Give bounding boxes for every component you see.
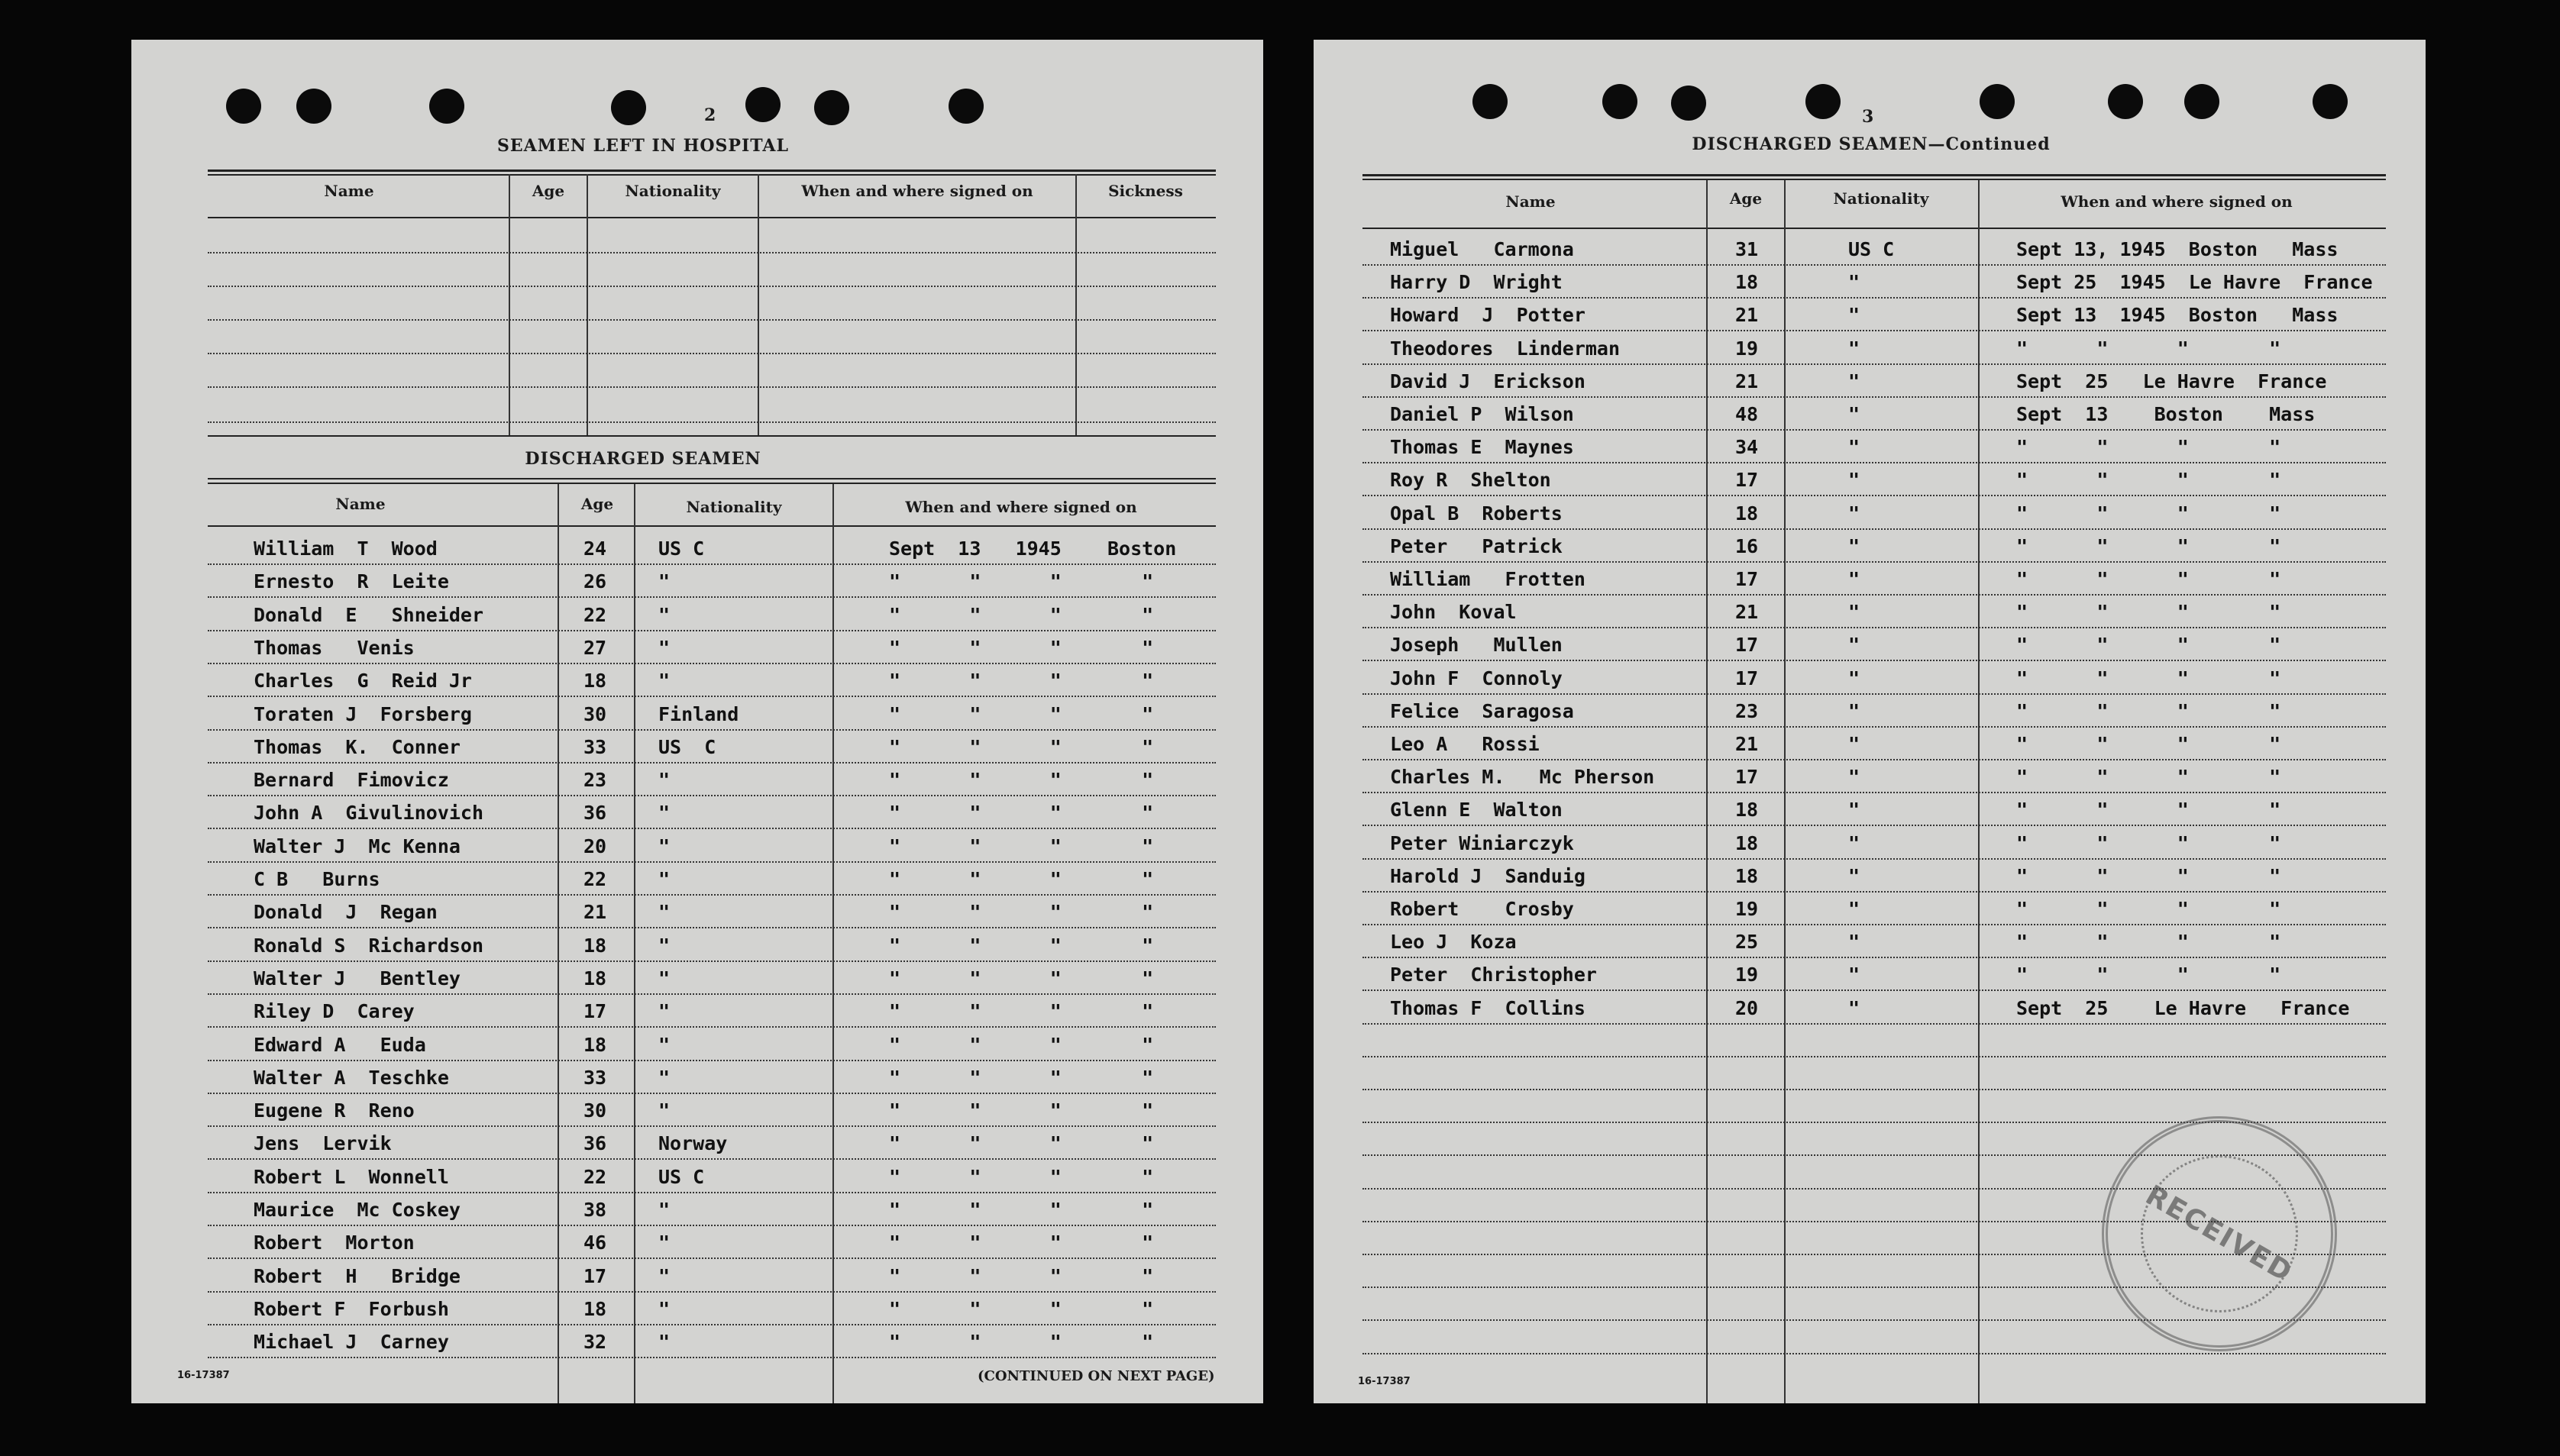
punch-hole [745,87,781,122]
nationality-cell: " [658,1066,671,1089]
punch-hole [2184,84,2219,119]
age-cell: 17 [1735,667,1759,689]
age-cell: 23 [583,769,607,792]
name-cell: Joseph Mullen [1390,634,1563,657]
age-cell: 20 [583,835,607,857]
footer-note: (CONTINUED ON NEXT PAGE) [978,1368,1215,1384]
signed-on-cell: Sept 13 Boston Mass [2016,403,2316,425]
row-rule [208,927,1216,928]
received-stamp [2102,1116,2337,1351]
name-cell: Walter J Mc Kenna [254,835,461,857]
signed-on-cell: Sept 25 Le Havre France [2016,370,2327,392]
signed-on-cell: " " " " [2016,831,2281,854]
nationality-cell: " [1848,304,1860,327]
nationality-cell: " [1848,271,1860,294]
row-rule [1362,989,2386,991]
age-cell: 16 [1735,534,1759,557]
name-cell: Ernesto R Leite [254,570,449,593]
page-3 [1314,40,2426,1403]
column-header: Sickness [1108,182,1183,200]
nationality-cell: " [658,802,671,825]
age-cell: 18 [1735,831,1759,854]
age-cell: 34 [1735,436,1759,459]
signed-on-cell: " " " " [889,570,1154,593]
name-cell: John A Givulinovich [254,802,484,825]
nationality-cell: " [1848,864,1860,887]
signed-on-cell: " " " " [889,735,1154,758]
signed-on-cell: " " " " [889,636,1154,659]
nationality-cell: " [1848,799,1860,822]
age-cell: 18 [583,1033,607,1056]
age-cell: 33 [583,1066,607,1089]
name-cell: Eugene R Reno [254,1099,415,1122]
row-rule [1362,891,2386,893]
age-cell: 48 [1735,403,1759,425]
row-rule [208,861,1216,863]
age-cell: 36 [583,1132,607,1155]
row-rule [208,894,1216,896]
nationality-cell: " [658,1033,671,1056]
signed-on-cell: " " " " [2016,733,2281,755]
form-number: 16-17387 [177,1370,230,1381]
column-header: Name [324,182,374,200]
age-cell: 22 [583,603,607,626]
name-cell: Glenn E Walton [1390,799,1563,822]
signed-on-cell: " " " " [889,901,1154,924]
nationality-cell: Finland [658,702,739,725]
row-rule [208,596,1216,598]
nationality-cell: " [1848,469,1860,492]
column-header: When and where signed on [801,182,1033,200]
age-cell: 27 [583,636,607,659]
row-rule [1362,726,2386,728]
row-rule [208,828,1216,829]
nationality-cell: " [1848,568,1860,590]
nationality-cell: " [658,670,671,692]
row-rule [1362,264,2386,266]
name-cell: Edward A Euda [254,1033,426,1056]
column-header: Nationality [625,182,721,200]
name-cell: Harold J Sanduig [1390,864,1585,887]
age-cell: 30 [583,702,607,725]
nationality-cell: " [658,1099,671,1122]
row-rule [1362,396,2386,398]
nationality-cell: " [1848,831,1860,854]
age-cell: 20 [1735,996,1759,1019]
signed-on-cell: Sept 13, 1945 Boston Mass [2016,238,2339,260]
nationality-cell: " [1848,931,1860,954]
nationality-cell: " [658,769,671,792]
nationality-cell: " [1848,766,1860,789]
name-cell: Thomas Venis [254,636,415,659]
signed-on-cell: Sept 25 1945 Le Havre France [2016,271,2373,294]
nationality-cell: " [1848,699,1860,722]
row-rule [1362,495,2386,496]
name-cell: Ronald S Richardson [254,934,484,957]
signed-on-cell: " " " " [889,603,1154,626]
discharged-title: DISCHARGED SEAMEN [525,449,761,469]
punch-hole [296,89,331,124]
name-cell: Donald E Shneider [254,603,484,626]
signed-on-cell: " " " " [889,1331,1154,1354]
column-header: When and where signed on [905,498,1137,516]
signed-on-cell: " " " " [2016,436,2281,459]
signed-on-cell: " " " " [889,1264,1154,1287]
row-rule [208,1125,1216,1127]
age-cell: 18 [583,1297,607,1320]
signed-on-cell: " " " " [2016,931,2281,954]
form-number: 16-17387 [1358,1376,1411,1387]
name-cell: Robert Morton [254,1232,415,1254]
name-cell: C B Burns [254,868,380,890]
column-header: Name [335,495,386,513]
age-cell: 18 [1735,502,1759,525]
nationality-cell: US C [658,735,716,758]
nationality-cell: " [1848,403,1860,425]
name-cell: Robert F Forbush [254,1297,449,1320]
row-rule [208,1192,1216,1193]
signed-on-cell: " " " " [889,934,1154,957]
row-rule [208,630,1216,631]
signed-on-cell: " " " " [2016,667,2281,689]
row-rule [1362,1353,2386,1354]
nationality-cell: " [658,1297,671,1320]
signed-on-cell: " " " " [2016,502,2281,525]
signed-on-cell: " " " " [889,802,1154,825]
nationality-cell: " [658,603,671,626]
signed-on-cell: " " " " [2016,568,2281,590]
nationality-cell: " [1848,733,1860,755]
name-cell: Jens Lervik [254,1132,392,1155]
row-rule [208,993,1216,995]
row-rule [208,1026,1216,1028]
column-header: Age [1729,189,1763,208]
row-rule [208,1060,1216,1061]
nationality-cell: " [1848,502,1860,525]
row-rule [208,1291,1216,1293]
row-rule [1362,627,2386,628]
signed-on-cell: " " " " [2016,964,2281,986]
name-cell: Peter Christopher [1390,964,1597,986]
row-rule [1362,1089,2386,1090]
row-rule [1362,858,2386,860]
column-header: When and where signed on [2061,192,2293,211]
nationality-cell: " [658,835,671,857]
name-cell: Felice Saragosa [1390,699,1574,722]
age-cell: 18 [583,934,607,957]
nationality-cell: " [1848,337,1860,360]
name-cell: Riley D Carey [254,1000,415,1023]
punch-hole [1805,84,1841,119]
nationality-cell: " [1848,964,1860,986]
age-cell: 17 [1735,634,1759,657]
row-rule [1362,825,2386,826]
row-rule [208,1158,1216,1160]
signed-on-cell: " " " " [889,1066,1154,1089]
row-rule [208,663,1216,664]
nationality-cell: " [1848,634,1860,657]
row-rule [1362,330,2386,331]
nationality-cell: " [658,1264,671,1287]
row-rule [1362,429,2386,431]
name-cell: Robert Crosby [1390,898,1574,920]
age-cell: 24 [583,538,607,560]
signed-on-cell: " " " " [889,1297,1154,1320]
nationality-cell: " [658,934,671,957]
name-cell: Thomas E Maynes [1390,436,1574,459]
page-number: 2 [704,105,716,125]
age-cell: 33 [583,735,607,758]
column-header: Nationality [1833,189,1929,208]
signed-on-cell: " " " " [2016,634,2281,657]
signed-on-cell: Sept 13 1945 Boston [889,538,1177,560]
signed-on-cell: " " " " [889,835,1154,857]
nationality-cell: " [1848,996,1860,1019]
punch-hole [429,89,464,124]
name-cell: Bernard Fimovicz [254,769,449,792]
age-cell: 31 [1735,238,1759,260]
signed-on-cell: " " " " [2016,864,2281,887]
nationality-cell: " [658,1000,671,1023]
row-rule [208,563,1216,565]
punch-hole [814,90,849,125]
age-cell: 22 [583,1165,607,1188]
age-cell: 38 [583,1199,607,1221]
nationality-cell: US C [658,1165,705,1188]
punch-hole [226,89,261,124]
discharged-continued-title: DISCHARGED SEAMEN—Continued [1692,134,2051,154]
row-rule [1362,462,2386,463]
name-cell: Maurice Mc Coskey [254,1199,461,1221]
nationality-cell: " [658,636,671,659]
name-cell: Thomas F Collins [1390,996,1585,1019]
signed-on-cell: " " " " [889,1033,1154,1056]
nationality-cell: US C [1848,238,1895,260]
nationality-cell: " [658,1232,671,1254]
punch-hole [611,90,646,125]
name-cell: Thomas K. Conner [254,735,461,758]
column-header: Nationality [686,498,782,516]
punch-hole [2313,84,2348,119]
signed-on-cell: " " " " [889,702,1154,725]
name-cell: Theodores Linderman [1390,337,1621,360]
signed-on-cell: " " " " [2016,601,2281,624]
row-rule [1362,1023,2386,1025]
row-rule [1362,1056,2386,1057]
row-rule [1362,528,2386,530]
signed-on-cell: Sept 25 Le Havre France [2016,996,2350,1019]
age-cell: 17 [583,1264,607,1287]
column-header: Age [532,182,565,200]
age-cell: 21 [1735,370,1759,392]
nationality-cell: " [1848,534,1860,557]
age-cell: 30 [583,1099,607,1122]
age-cell: 17 [1735,469,1759,492]
name-cell: Roy R Shelton [1390,469,1551,492]
nationality-cell: " [1848,667,1860,689]
name-cell: Walter J Bentley [254,967,461,989]
row-rule [1362,792,2386,793]
row-rule [208,729,1216,731]
name-cell: Robert L Wonnell [254,1165,449,1188]
row-rule [1362,924,2386,925]
nationality-cell: " [1848,601,1860,624]
age-cell: 22 [583,868,607,890]
name-cell: William T Wood [254,538,438,560]
name-cell: Peter Winiarczyk [1390,831,1574,854]
punch-hole [1472,84,1508,119]
name-cell: Toraten J Forsberg [254,702,472,725]
signed-on-cell: " " " " [889,670,1154,692]
nationality-cell: " [658,1331,671,1354]
name-cell: John Koval [1390,601,1517,624]
name-cell: Robert H Bridge [254,1264,461,1287]
signed-on-cell: Sept 13 1945 Boston Mass [2016,304,2339,327]
row-rule [1362,363,2386,365]
name-cell: Miguel Carmona [1390,238,1574,260]
punch-hole [1671,86,1706,121]
row-rule [208,960,1216,962]
nationality-cell: " [1848,370,1860,392]
age-cell: 19 [1735,898,1759,920]
age-cell: 17 [583,1000,607,1023]
age-cell: 46 [583,1232,607,1254]
row-rule [1362,693,2386,695]
name-cell: David J Erickson [1390,370,1585,392]
age-cell: 19 [1735,337,1759,360]
name-cell: Donald J Regan [254,901,438,924]
row-rule [1362,759,2386,760]
nationality-cell: " [658,1199,671,1221]
name-cell: Opal B Roberts [1390,502,1563,525]
nationality-cell: " [658,570,671,593]
name-cell: Leo A Rossi [1390,733,1540,755]
nationality-cell: " [1848,898,1860,920]
nationality-cell: " [658,901,671,924]
name-cell: Howard J Potter [1390,304,1585,327]
age-cell: 21 [1735,304,1759,327]
signed-on-cell: " " " " [2016,898,2281,920]
signed-on-cell: " " " " [889,1132,1154,1155]
page-2 [131,40,1263,1403]
name-cell: Charles G Reid Jr [254,670,472,692]
row-rule [208,1225,1216,1226]
row-rule [1362,957,2386,958]
age-cell: 36 [583,802,607,825]
name-cell: Peter Patrick [1390,534,1563,557]
signed-on-cell: " " " " [889,1232,1154,1254]
age-cell: 26 [583,570,607,593]
signed-on-cell: " " " " [2016,766,2281,789]
name-cell: John F Connoly [1390,667,1563,689]
age-cell: 21 [1735,601,1759,624]
signed-on-cell: " " " " [2016,469,2281,492]
column-header: Name [1505,192,1556,211]
age-cell: 17 [1735,568,1759,590]
signed-on-cell: " " " " [889,769,1154,792]
row-rule [1362,594,2386,596]
signed-on-cell: " " " " [2016,534,2281,557]
punch-hole [1980,84,2015,119]
signed-on-cell: " " " " [889,1000,1154,1023]
stamp-text: RECEIVED [2140,1179,2299,1289]
name-cell: Walter A Teschke [254,1066,449,1089]
age-cell: 21 [1735,733,1759,755]
row-rule [208,1357,1216,1358]
page-number: 3 [1862,107,1874,127]
signed-on-cell: " " " " [889,1199,1154,1221]
name-cell: Michael J Carney [254,1331,449,1354]
signed-on-cell: " " " " [889,967,1154,989]
hospital-title: SEAMEN LEFT IN HOSPITAL [497,136,789,156]
name-cell: Harry D Wright [1390,271,1563,294]
age-cell: 18 [1735,864,1759,887]
signed-on-cell: " " " " [889,1165,1154,1188]
row-rule [208,762,1216,764]
name-cell: Daniel P Wilson [1390,403,1574,425]
punch-hole [1602,84,1637,119]
nationality-cell: US C [658,538,705,560]
age-cell: 18 [1735,271,1759,294]
row-rule [208,696,1216,697]
row-rule [208,1257,1216,1259]
age-cell: 18 [1735,799,1759,822]
nationality-cell: " [658,868,671,890]
name-cell: Charles M. Mc Pherson [1390,766,1655,789]
nationality-cell: " [658,967,671,989]
nationality-cell: " [1848,436,1860,459]
age-cell: 18 [583,967,607,989]
punch-hole [2108,84,2143,119]
age-cell: 21 [583,901,607,924]
nationality-cell: Norway [658,1132,728,1155]
punch-hole [949,89,984,124]
signed-on-cell: " " " " [2016,799,2281,822]
signed-on-cell: " " " " [889,1099,1154,1122]
age-cell: 18 [583,670,607,692]
row-rule [208,1324,1216,1325]
signed-on-cell: " " " " [2016,699,2281,722]
age-cell: 19 [1735,964,1759,986]
column-header: Age [580,495,614,513]
row-rule [208,1093,1216,1094]
signed-on-cell: " " " " [2016,337,2281,360]
age-cell: 32 [583,1331,607,1354]
row-rule [1362,561,2386,563]
row-rule [1362,297,2386,299]
name-cell: Leo J Koza [1390,931,1517,954]
row-rule [208,795,1216,796]
age-cell: 17 [1735,766,1759,789]
row-rule [1362,660,2386,661]
name-cell: William Frotten [1390,568,1585,590]
age-cell: 25 [1735,931,1759,954]
age-cell: 23 [1735,699,1759,722]
signed-on-cell: " " " " [889,868,1154,890]
